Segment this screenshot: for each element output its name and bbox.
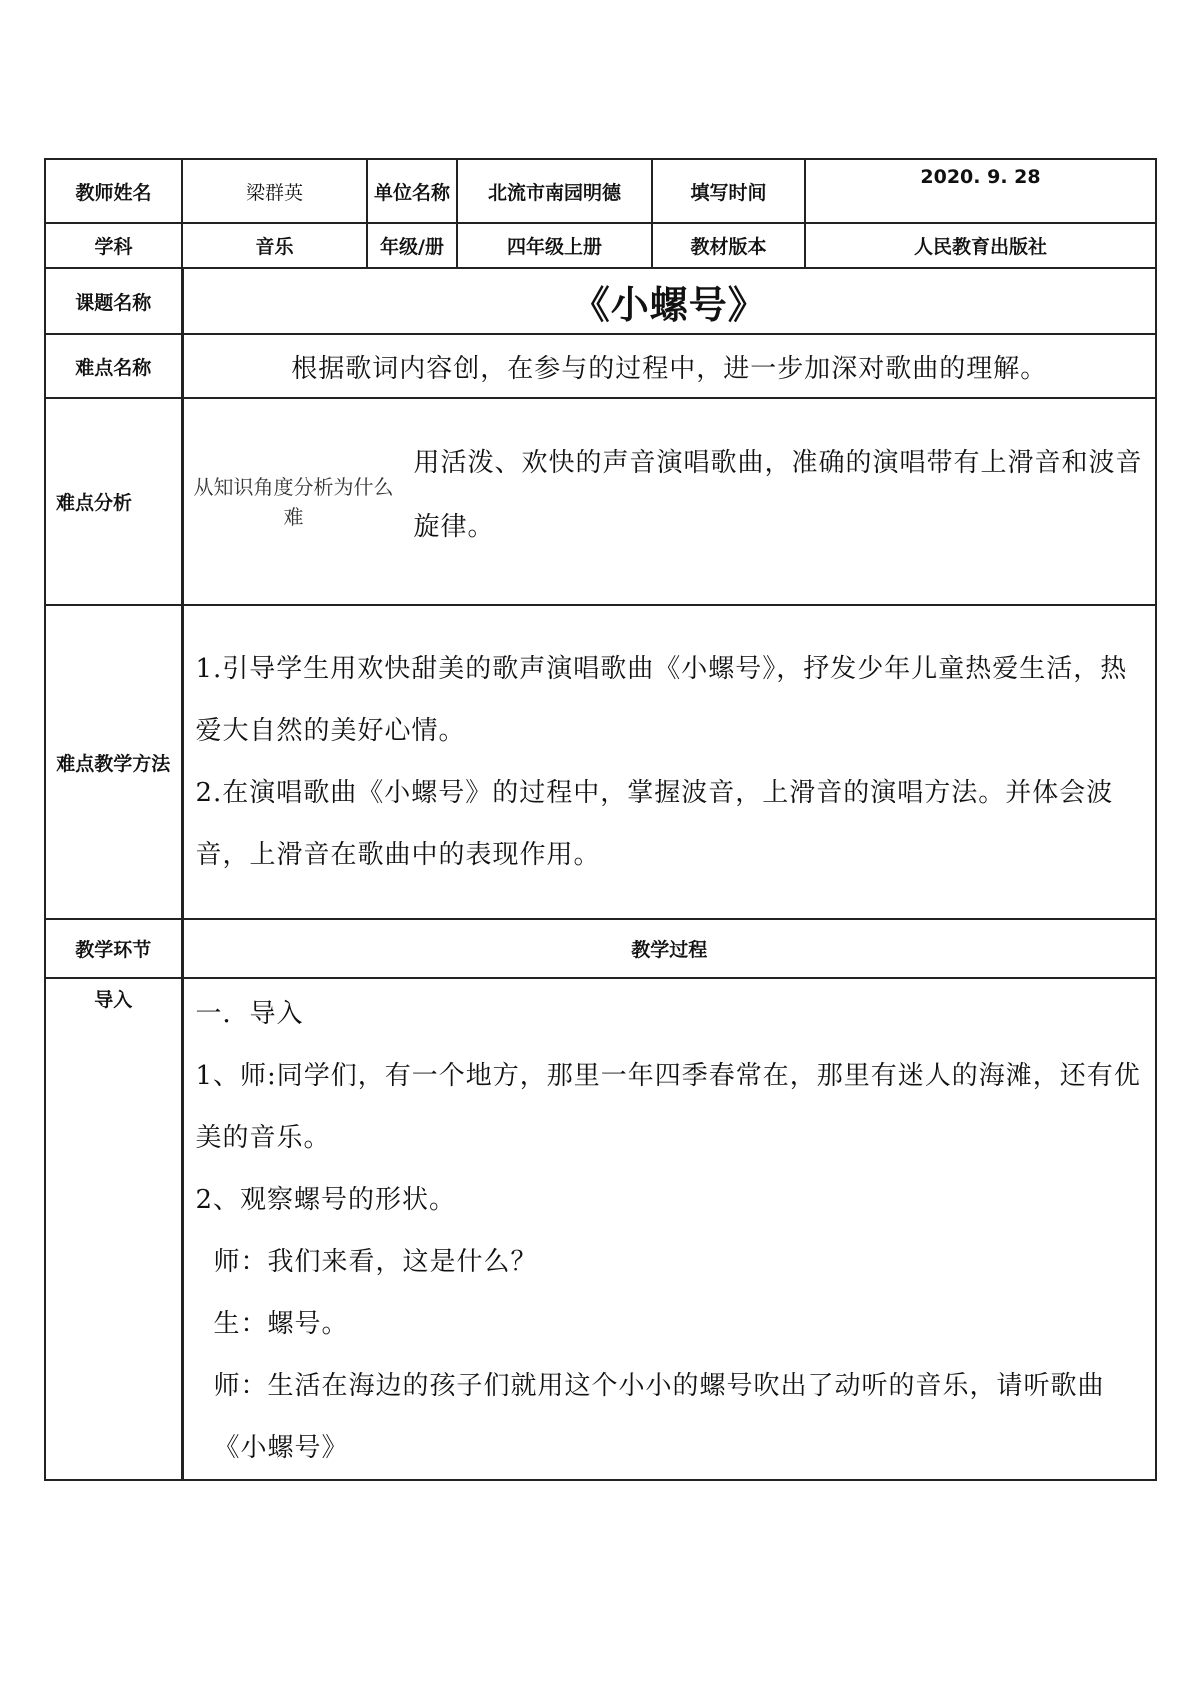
analysis-row (45, 398, 1156, 605)
process-line: 生：螺号。 (213, 1309, 349, 1339)
process-cell (182, 978, 1156, 1480)
textbook-label: 教材版本 (652, 223, 805, 268)
topic-label: 课题名称 (45, 268, 182, 334)
difficulty-label: 难点名称 (45, 334, 182, 398)
unit-label: 单位名称 (367, 159, 457, 223)
process-row (45, 978, 1156, 1480)
topic-title: 《小螺号》 (182, 268, 1156, 334)
fill-time-label: 填写时间 (652, 159, 805, 223)
analysis-cell (182, 398, 1156, 605)
fill-time: 2020. 9. 28 (805, 159, 1156, 223)
process-label: 教学过程 (182, 919, 1156, 978)
methods-label: 难点教学方法 (45, 605, 182, 919)
difficulty-row (45, 334, 1156, 398)
process-header-row (45, 919, 1156, 978)
grade-label: 年级/册 (367, 223, 457, 268)
header-row-2 (45, 223, 1156, 268)
analysis-label: 难点分析 (45, 398, 182, 605)
teacher-name-label: 教师姓名 (45, 159, 182, 223)
difficulty-text: 根据歌词内容创，在参与的过程中，进一步加深对歌曲的理解。 (182, 334, 1156, 398)
analysis-sub-label: 从知识角度分析为什么难 (193, 474, 394, 529)
methods-row (45, 605, 1156, 919)
stage-label: 教学环节 (45, 919, 182, 978)
process-line: 师：生活在海边的孩子们就用这个小小的螺号吹出了动听的音乐，请听歌曲《小螺号》 (213, 1371, 1105, 1463)
process-line: 1、师:同学们，有一个地方，那里一年四季春常在，那里有迷人的海滩，还有优美的音乐。 (195, 1061, 1141, 1153)
methods-cell (182, 605, 1156, 919)
analysis-text: 用活泼、欢快的声音演唱歌曲，准确的演唱带有上滑音和波音旋律。 (413, 448, 1143, 542)
unit-name: 北流市南园明德 (457, 159, 652, 223)
header-row-1 (45, 159, 1156, 223)
lesson-plan-table (44, 158, 1157, 1481)
analysis-inner (184, 399, 1156, 604)
process-line: 2、观察螺号的形状。 (195, 1185, 457, 1215)
process-line: 师：我们来看，这是什么？ (213, 1247, 538, 1277)
method-item: 1.引导学生用欢快甜美的歌声演唱歌曲《小螺号》，抒发少年儿童热爱生活，热爱大自然的美好心情。 (195, 654, 1128, 746)
subject: 音乐 (182, 223, 367, 268)
topic-row (45, 268, 1156, 334)
teacher-name: 梁群英 (182, 159, 367, 223)
process-line: 一．导入 (195, 999, 304, 1029)
grade: 四年级上册 (457, 223, 652, 268)
textbook: 人民教育出版社 (805, 223, 1156, 268)
method-item: 2.在演唱歌曲《小螺号》的过程中，掌握波音，上滑音的演唱方法。并体会波音，上滑音在歌曲中的表现作用。 (195, 778, 1114, 870)
subject-label: 学科 (45, 223, 182, 268)
process-stage: 导入 (45, 978, 182, 1480)
